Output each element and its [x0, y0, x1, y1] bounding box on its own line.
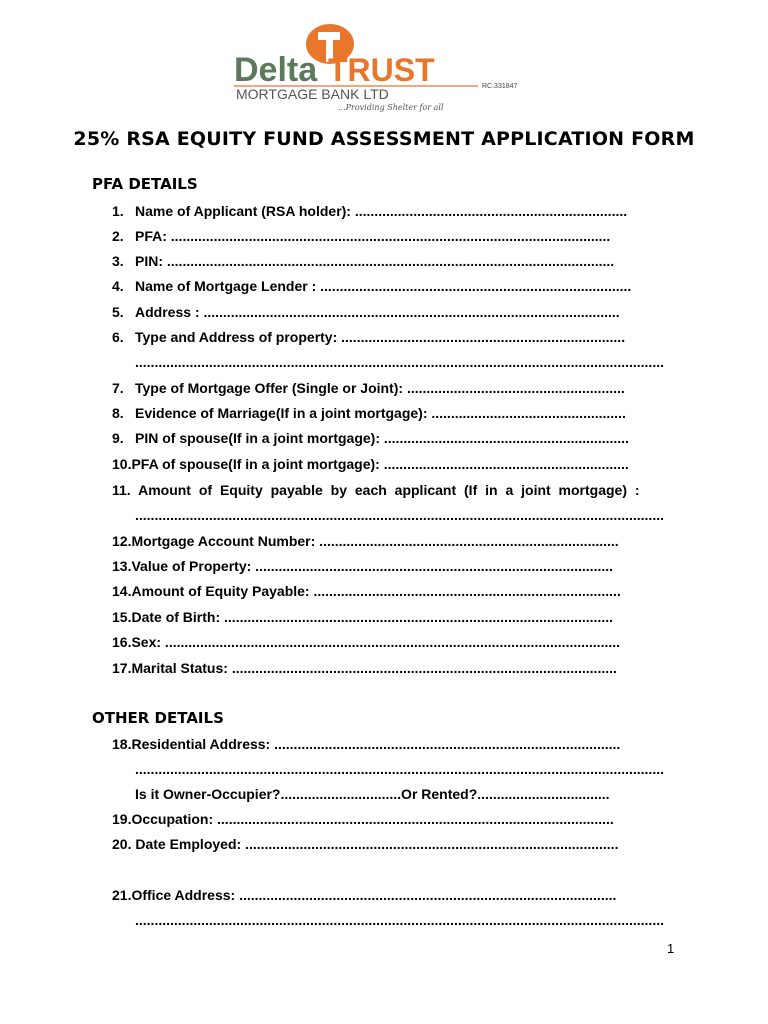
form-line: 7. Type of Mortgage Offer (Single or Joint): ........................................................	[112, 380, 625, 396]
logo-subtitle-text: MORTGAGE BANK LTD	[236, 86, 389, 102]
form-line: 20. Date Employed: ................................................................................................	[112, 836, 619, 852]
form-line: 17.Marital Status: ...................................................................................................	[112, 660, 617, 676]
form-line-continuation: ........................................................................................................................................	[135, 354, 664, 370]
form-line: 13.Value of Property: ............................................................................................	[112, 558, 614, 574]
form-line: 3. PIN: ...................................................................................................................	[112, 253, 615, 269]
logo-tagline-text: ...Providing Shelter for all	[338, 103, 444, 112]
form-line-continuation: ........................................................................................................................................	[135, 507, 664, 523]
form-line: 9. PIN of spouse(If in a joint mortgage): ...............................................................	[112, 430, 629, 446]
form-line: 16.Sex: .....................................................................................................................	[112, 634, 621, 650]
logo-rc-text: RC.331847	[482, 83, 518, 90]
form-line-continuation: ........................................................................................................................................	[135, 912, 664, 928]
page-number: 1	[667, 941, 675, 956]
delta-trust-logo	[232, 16, 552, 112]
logo-trust-text: TRUST	[328, 52, 435, 88]
form-line: 12.Mortgage Account Number: .............................................................................	[112, 533, 619, 549]
form-line-continuation: ........................................................................................................................................	[135, 761, 664, 777]
form-line: 14.Amount of Equity Payable: ...............................................................................	[112, 583, 621, 599]
form-line: 2. PFA: .................................................................................................................	[112, 228, 611, 244]
form-line: 18.Residential Address: .........................................................................................	[112, 736, 621, 752]
form-line: 11. Amount of Equity payable by each applicant (If in a joint mortgage) :	[112, 482, 640, 498]
form-line: 6. Type and Address of property: .........................................................................	[112, 329, 626, 345]
other-details-heading: OTHER DETAILS	[92, 709, 224, 727]
form-line: 10.PFA of spouse(If in a joint mortgage): ...............................................................	[112, 456, 629, 472]
logo-delta-text: Delta	[234, 51, 318, 89]
form-line: 21.Office Address: .................................................................................................	[112, 887, 617, 903]
form-title: 25% RSA EQUITY FUND ASSESSMENT APPLICATION FORM	[73, 128, 695, 150]
form-line: 5. Address : ...........................................................................................................	[112, 304, 620, 320]
form-line: 19.Occupation: ......................................................................................................	[112, 811, 614, 827]
pfa-details-heading: PFA DETAILS	[92, 175, 198, 193]
form-line: 15.Date of Birth: ....................................................................................................	[112, 609, 613, 625]
form-line: 1. Name of Applicant (RSA holder): ......................................................................	[112, 203, 628, 219]
form-line: 8. Evidence of Marriage(If in a joint mortgage): ..................................................	[112, 405, 626, 421]
owner-occupier-line: Is it Owner-Occupier?...............................Or Rented?..................................	[135, 786, 610, 802]
form-line: 4. Name of Mortgage Lender : ................................................................................	[112, 278, 632, 294]
